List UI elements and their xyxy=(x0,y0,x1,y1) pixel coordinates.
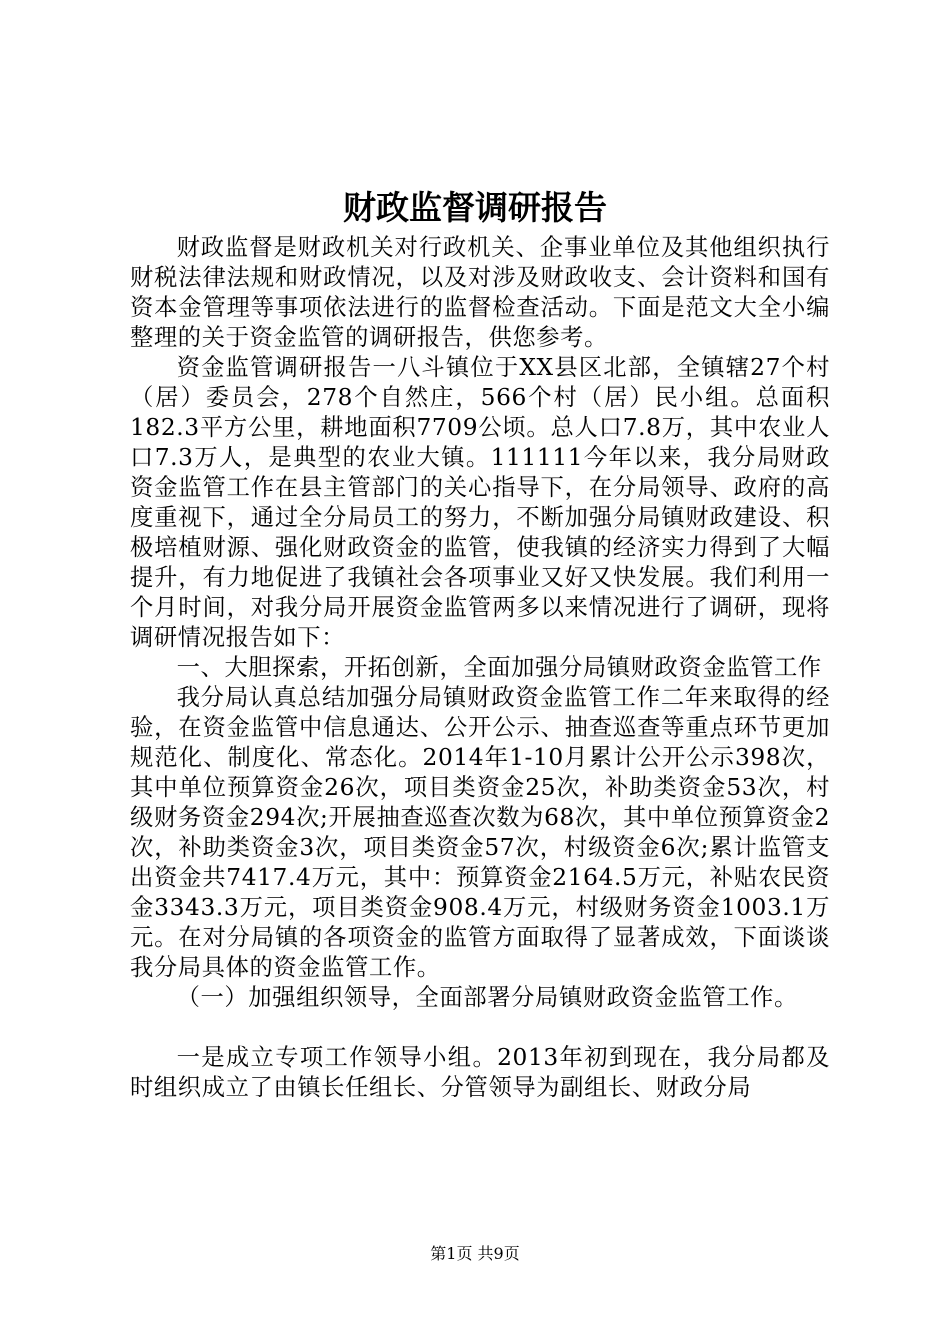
subsection-heading-one: （一）加强组织领导，全面部署分局镇财政资金监管工作。 xyxy=(176,984,798,1011)
paragraph-summary: 我分局认真总结加强分局镇财政资金监管工作二年来取得的经验，在资金监管中信息通达、公开公示、抽查巡查等重点环节更加规范化、制度化、常态化。2014年1-10月累计公开公示398次，其中单位预算资金26次，项目类资金25次，补助类资金53次，村级财务资金294次;开展抽查巡查次数为68次，其中单位预算资金2次，补助类资金3次，项目类资金57次，村级资金6次;累计监管支出资金共7417.4万元，其中：预算资金2164.5万元，补贴农民资金3343.3万元，项目类资金908.4万元，村级财务资金1003.1万元。在对分局镇的各项资金的监管方面取得了显著成效，下面谈谈我分局具体的资金监管工作。 xyxy=(130,684,830,981)
document-title: 财政监督调研报告 xyxy=(343,188,607,227)
document-body xyxy=(130,233,830,1103)
paragraph-intro: 财政监督是财政机关对行政机关、企事业单位及其他组织执行财税法律法规和财政情况，以及对涉及财政收支、会计资料和国有资本金管理等事项依法进行的监督检查活动。下面是范文大全小编整理的关于资金监管的调研报告，供您参考。 xyxy=(130,234,830,351)
page-footer: 第1页 共9页 xyxy=(430,1244,520,1263)
paragraph-leadership-group: 一是成立专项工作领导小组。2013年初到现在，我分局都及时组织成立了由镇长任组长、分管领导为副组长、财政分局 xyxy=(130,1044,830,1101)
section-heading-one: 一、大胆探索，开拓创新，全面加强分局镇财政资金监管工作 xyxy=(176,654,822,681)
paragraph-report-overview: 资金监管调研报告一八斗镇位于XX县区北部，全镇辖27个村（居）委员会，278个自然庄，566个村（居）民小组。总面积182.3平方公里，耕地面积7709公顷。总人口7.8万，其中农业人口7.3万人，是典型的农业大镇。111111今年以来，我分局财政资金监管工作在县主管部门的关心指导下，在分局领导、政府的高度重视下，通过全分局员工的努力，不断加强分局镇财政建设、积极培植财源、强化财政资金的监管，使我镇的经济实力得到了大幅提升，有力地促进了我镇社会各项事业又好又快发展。我们利用一个月时间，对我分局开展资金监管两多以来情况进行了调研，现将调研情况报告如下： xyxy=(130,354,830,651)
